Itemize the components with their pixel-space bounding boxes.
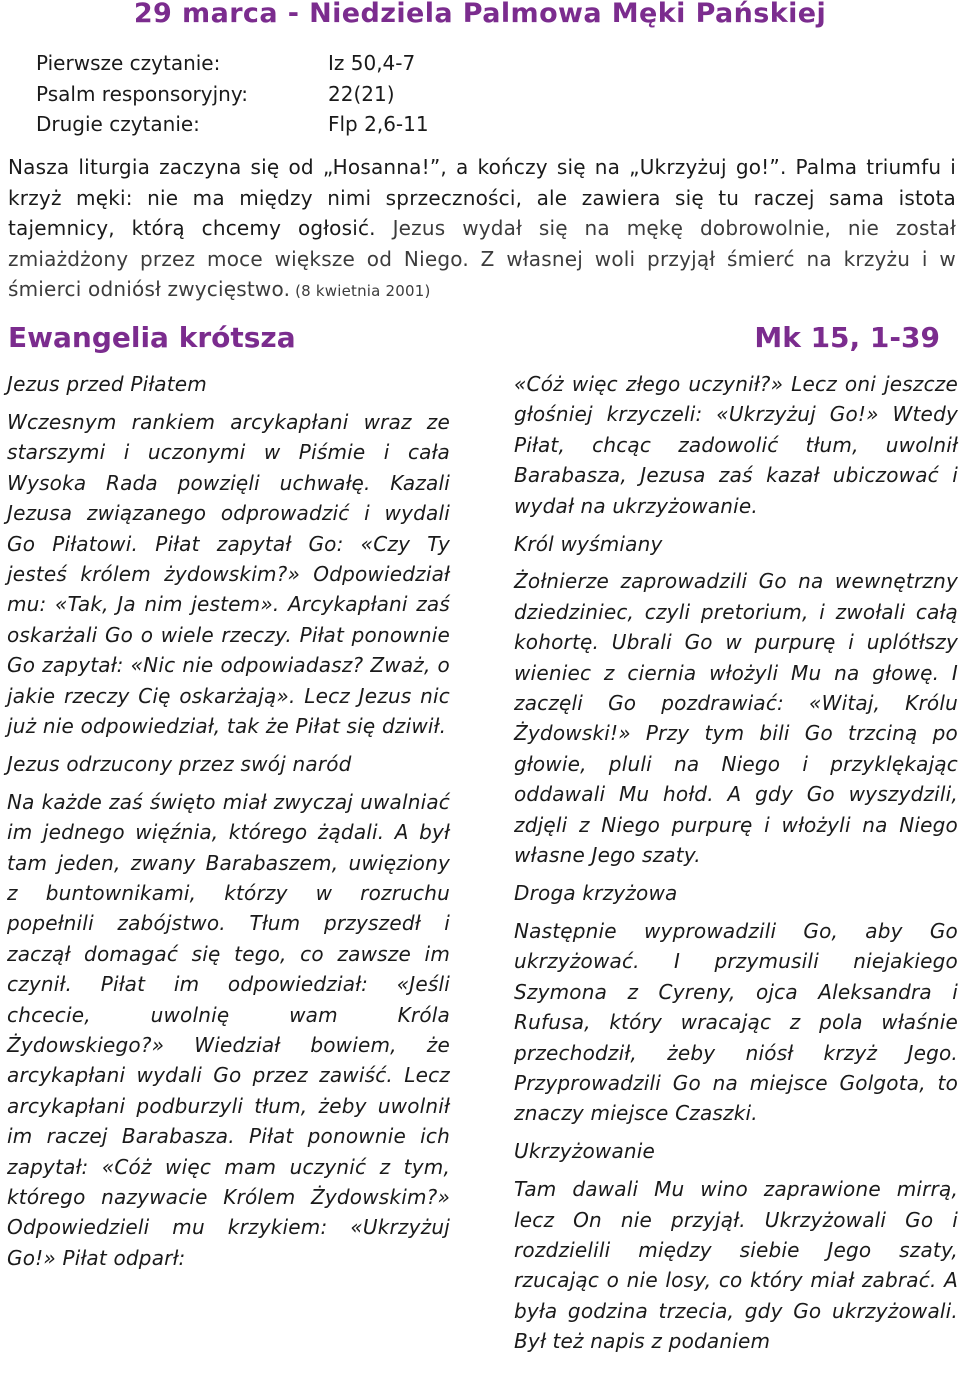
section-heading: Jezus odrzucony przez swój naród xyxy=(7,751,352,776)
page-title: 29 marca - Niedziela Palmowa Męki Pańskiej xyxy=(133,0,827,29)
section-paragraph: Wczesnym rankiem arcykapłani wraz ze starszymi i uczonymi w Piśmie i cała Wysoka Rada powzięli uchwałę. Kazali Jezusa związanego odprowadzić i wydali Go Piłatowi. Piłat zapytał Go: «Czy Ty jesteś królem żydowskim?» Odpowiedział mu: «Tak, Ja nim jestem». Arcykapłani zaś oskarżali Go o wiele rzeczy. Piłat ponownie Go zapytał: «Nic nie odpowiadasz? Zważ, o jakie rzeczy Cię oskarżają». Lecz Jezus nic już nie odpowiedział, tak że Piłat się dziwił. xyxy=(7,409,450,738)
gospel-header xyxy=(8,318,940,358)
section-heading: Król wyśmiany xyxy=(514,531,663,556)
section-heading: Ukrzyżowanie xyxy=(514,1139,656,1164)
reading-row xyxy=(36,48,429,79)
reading-ref: Iz 50,4-7 xyxy=(328,51,416,75)
reading-label: Drugie czytanie: xyxy=(36,112,200,136)
reading-row xyxy=(36,109,429,140)
intro-paragraph xyxy=(8,152,956,307)
gospel-heading: Ewangelia krótsza xyxy=(8,321,296,354)
section-paragraph: Na każde zaś święto miał zwyczaj uwalniać im jednego więźnia, którego żądali. A był tam jeden, zwany Barabaszem, uwięziony z buntownikami, którzy w rozruchu popełnili zabójstwo. Tłum przyszedł i zaczął domagać się tego, co zawsze im czynił. Piłat im odpowiedział: «Jeśli chcecie, uwolnię wam Króla Żydowskiego?» Wiedział bowiem, że arcykapłani wydali Go przez zawiść. Lecz arcykapłani podburzyli tłum, żeby uwolnił im raczej Barabasza. Piłat ponownie ich zapytał: «Cóż więc mam uczynić z tym, którego nazywacie Królem Żydowskim?» Odpowiedzieli mu krzykiem: «Ukrzyżuj Go!» Piłat odparł: xyxy=(7,789,450,1270)
reading-label: Pierwsze czytanie: xyxy=(36,51,221,75)
intro-text: Nasza liturgia zaczyna się od „Hosanna!”, a kończy się na „Ukrzyżuj go!”. Palma triumfu i krzyż męki: nie ma między nimi sprzeczności, ale zawiera się tu raczej sama istota tajemnicy, którą chcemy ogłosić. xyxy=(8,155,956,240)
intro-text-continued: Jezus wydał się na mękę dobrowolnie, nie został zmiażdżony przez moce większe od Niego. Z własnej woli przyjął śmierć na krzyżu i w śmierci odniósł zwycięstwo. xyxy=(8,216,956,301)
section-paragraph: Następnie wyprowadzili Go, aby Go ukrzyżować. I przymusili niejakiego Szymona z Cyreny, ojca Aleksandra i Rufusa, który wracając z pola właśnie przechodził, żeby niósł krzyż Jego. Przyprowadzili Go na miejsce Golgota, to znaczy miejsce Czaszki. xyxy=(514,918,958,1126)
gospel-reference: Mk 15, 1-39 xyxy=(754,321,940,354)
reading-label: Psalm responsoryjny: xyxy=(36,81,248,106)
section-heading: Jezus przed Piłatem xyxy=(7,372,207,396)
intro-date: (8 kwietnia 2001) xyxy=(290,282,431,300)
gospel-column-left xyxy=(7,369,450,1281)
section-paragraph: «Cóż więc złego uczynił?» Lecz oni jeszcze głośniej krzyczeli: «Ukrzyżuj Go!» Wtedy Piłat, chcąc zadowolić tłum, uwolnił Barabasza, Jezusa zaś kazał ubiczować i wydał na ukrzyżowanie. xyxy=(514,372,958,518)
section-heading: Droga krzyżowa xyxy=(514,881,678,905)
reading-ref: Flp 2,6-11 xyxy=(328,112,429,136)
reading-row xyxy=(36,79,429,110)
readings-list xyxy=(36,48,429,140)
section-paragraph: Żołnierze zaprowadzili Go na wewnętrzny dziedziniec, czyli pretorium, i zwołali całą kohortę. Ubrali Go w purpurę i uplótłszy wieniec z ciernia włożyli Mu na głowę. I zaczęli Go pozdrawiać: «Witaj, Królu Żydowski!» Przy tym bili Go trzciną po głowie, pluli na Niego i przyklękając oddawali Mu hołd. A gdy Go wyszydzili, zdjęli z Niego purpurę i włożyli na Niego własne Jego szaty. xyxy=(514,569,958,868)
gospel-column-right xyxy=(514,369,958,1364)
reading-ref: 22(21) xyxy=(328,81,395,106)
section-paragraph: Tam dawali Mu wino zaprawione mirrą, lecz On nie przyjął. Ukrzyżowali Go i rozdzielili między siebie Jego szaty, rzucając o nie losy, co który miał zabrać. A była godzina trzecia, gdy Go ukrzyżowali. Był też napis z podaniem xyxy=(514,1177,958,1354)
